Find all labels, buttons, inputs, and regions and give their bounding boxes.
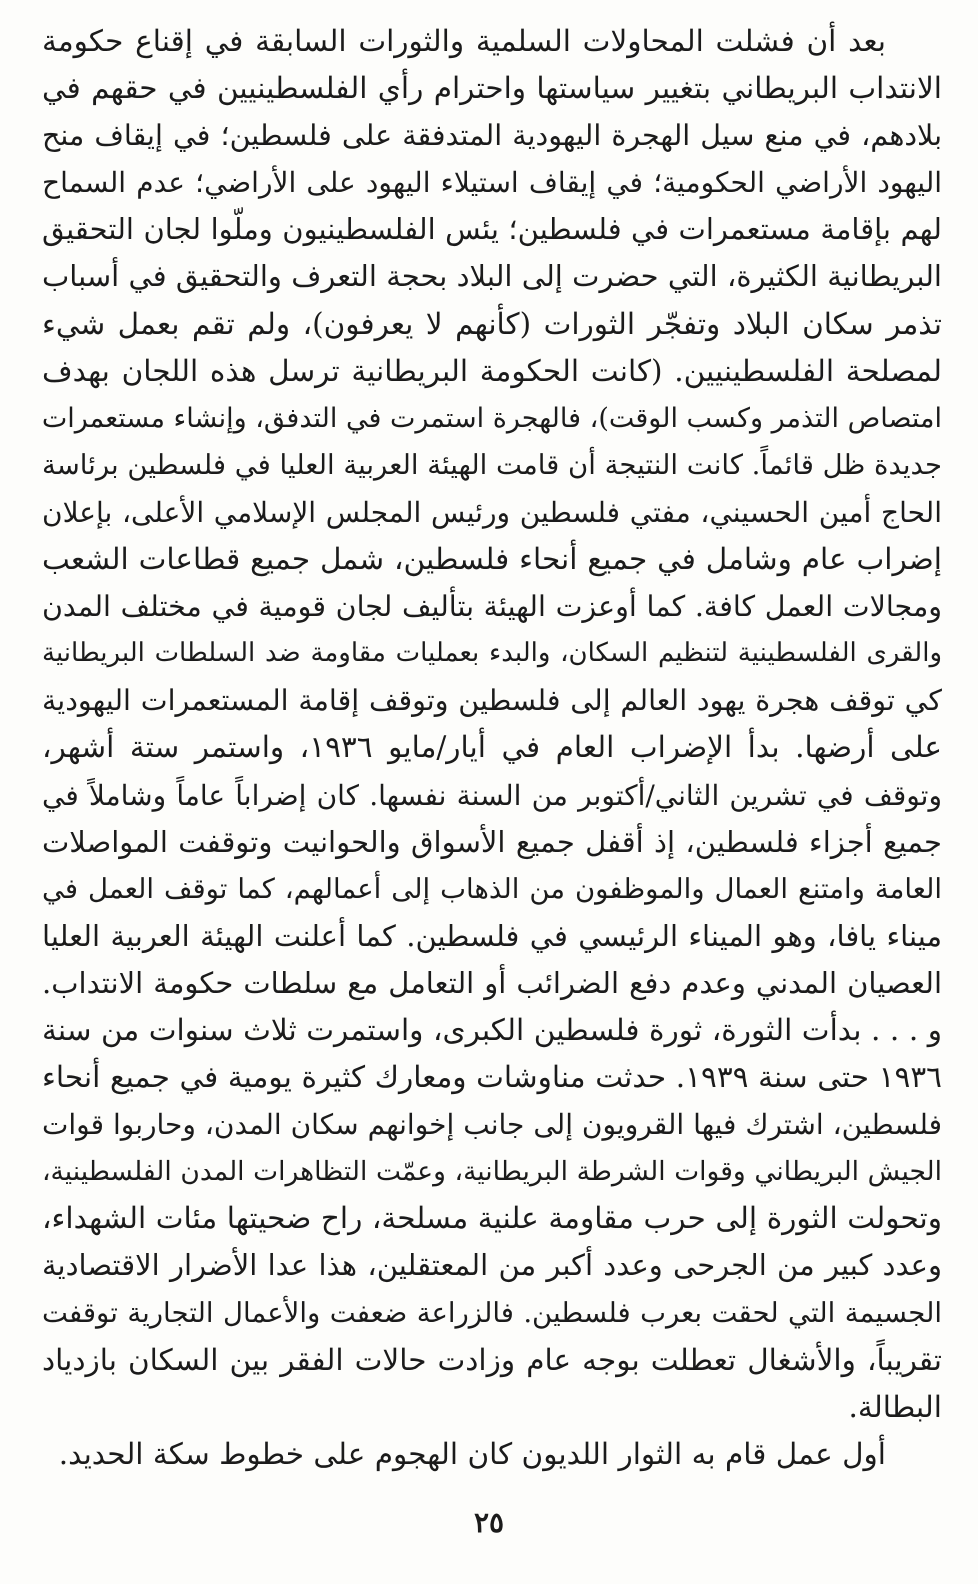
paragraph: [42, 1431, 942, 1478]
text-line: وتوقف في تشرين الثاني/أكتوبر من السنة نفسها. كان إضراباً عاماً وشاملاً في: [42, 778, 942, 812]
text-line: كي توقف هجرة يهود العالم إلى فلسطين وتوقف إقامة المستعمرات اليهودية: [42, 684, 942, 718]
text-line: ميناء يافا، وهو الميناء الرئيسي في فلسطين. كما أعلنت الهيئة العربية العليا: [42, 918, 942, 953]
text-line: و . . . بدأت الثورة، ثورة فلسطين الكبرى، واستمرت ثلاث سنوات من سنة: [42, 1012, 942, 1047]
text-line: الانتداب البريطاني بتغيير سياستها واحترام رأي الفلسطينيين في حقهم في: [42, 71, 942, 106]
text-line: الجيش البريطاني وقوات الشرطة البريطانية، وعمّت التظاهرات المدن الفلسطينية،: [42, 1156, 942, 1188]
page-number: ٢٥: [473, 1506, 505, 1539]
paragraph: [42, 18, 942, 1431]
text-line: إضراب عام وشامل في جميع أنحاء فلسطين، شمل جميع قطاعات الشعب: [42, 542, 942, 577]
text-line: تقريباً، والأشغال تعطلت بوجه عام وزادت حالات الفقر بين السكان بازدياد: [42, 1342, 942, 1377]
text-line: والقرى الفلسطينية لتنظيم السكان، والبدء بعمليات مقاومة ضد السلطات البريطانية: [42, 638, 942, 669]
text-line: لمصلحة الفلسطينيين. (كانت الحكومة البريطانية ترسل هذه اللجان بهدف: [42, 353, 942, 388]
text-line: فلسطين، اشترك فيها القرويون إلى جانب إخوانهم سكان المدن، وحاربوا قوات: [42, 1108, 942, 1142]
text-line: وعدد كبير من الجرحى وعدد أكبر من المعتقلين، هذا عدا الأضرار الاقتصادية: [42, 1248, 942, 1283]
text-line: البريطانية الكثيرة، التي حضرت إلى البلاد بحجة التعرف والتحقيق في أسباب: [42, 259, 942, 294]
text-line: لهم بإقامة مستعمرات في فلسطين؛ يئس الفلسطينيون وملّوا لجان التحقيق: [42, 212, 942, 247]
text-line: الحاج أمين الحسيني، مفتي فلسطين ورئيس المجلس الإسلامي الأعلى، بإعلان: [42, 495, 942, 529]
text-line: جديدة ظل قائماً. كانت النتيجة أن قامت الهيئة العربية العليا في فلسطين برئاسة: [42, 448, 942, 481]
text-line: تذمر سكان البلاد وتفجّر الثورات (كأنهم لا يعرفون)، ولم تقم بعمل شيء: [42, 306, 942, 341]
text-line: وتحولت الثورة إلى حرب مقاومة علنية مسلحة، راح ضحيتها مئات الشهداء،: [42, 1201, 942, 1236]
text-line: على أرضها. بدأ الإضراب العام في أيار/مايو ١٩٣٦، واستمر ستة أشهر،: [42, 730, 942, 765]
text-line: ١٩٣٦ حتى سنة ١٩٣٩. حدثت مناوشات ومعارك كثيرة يومية في جميع أنحاء: [42, 1060, 942, 1095]
text-line: بعد أن فشلت المحاولات السلمية والثورات السابقة في إقناع حكومة: [42, 24, 886, 58]
text-line: جميع أجزاء فلسطين، إذ أقفل جميع الأسواق والحوانيت وتوقفت المواصلات: [42, 824, 942, 859]
text-line: البطالة.: [848, 1389, 942, 1424]
text-line: أول عمل قام به الثوار اللديون كان الهجوم على خطوط سكة الحديد.: [58, 1436, 886, 1471]
text-line: العصيان المدني وعدم دفع الضرائب أو التعامل مع سلطات حكومة الانتداب.: [42, 965, 942, 1000]
body-text: [42, 18, 942, 1478]
text-line: الجسيمة التي لحقت بعرب فلسطين. فالزراعة ضعفت والأعمال التجارية توقفت: [42, 1296, 942, 1329]
text-line: العامة وامتنع العمال والموظفون من الذهاب إلى أعمالهم، كما توقف العمل في: [42, 872, 942, 905]
text-line: بلادهم، في منع سيل الهجرة اليهودية المتدفقة على فلسطين؛ في إيقاف منح: [42, 119, 942, 153]
text-line: امتصاص التذمر وكسب الوقت)، فالهجرة استمرت في التدفق، وإنشاء مستعمرات: [42, 402, 942, 434]
text-line: ومجالات العمل كافة. كما أوعزت الهيئة بتأليف لجان قومية في مختلف المدن: [42, 590, 942, 624]
text-line: اليهود الأراضي الحكومية؛ في إيقاف استيلاء اليهود على الأراضي؛ عدم السماح: [42, 166, 942, 200]
